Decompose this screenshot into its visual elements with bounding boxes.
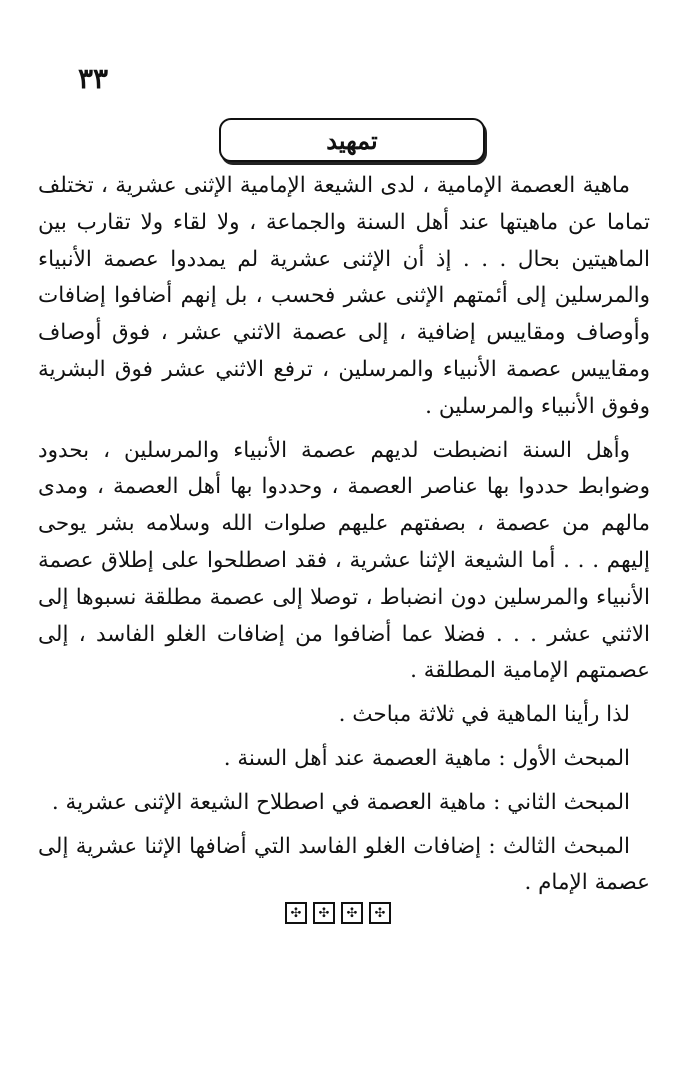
section-item-3: المبحث الثالث : إضافات الغلو الفاسد التي أضافها الإثنا عشرية إلى عصمة الإمام .: [38, 833, 650, 896]
section-title: تمهيد: [219, 118, 485, 162]
ornament-icon: ✣: [285, 902, 307, 924]
ornament-icon: ✣: [313, 902, 335, 924]
paragraph-sunna: وأهل السنة انضبطت لديهم عصمة الأنبياء والمرسلين ، بحدود وضوابط حددوا بها عناصر العصمة ، وحددوا بها أهل العصمة ، ومدى مالهم من عصمة ، بصفتهم عليهم صلوات الله وسلامه بشر يوحى إليهم . . . أما الشيعة الإثنا عشرية ، فقد اصطلحوا على إطلاق عصمة الأنبياء والمرسلين دون انضباط ، توصلا إلى عصمة مطلقة نسبوها إلى الاثني عشر . . . فضلا عما أضافوا من إضافات الغلو الفاسد ، إلى عصمتهم الإمامية المطلقة .: [38, 437, 650, 684]
ornament-icon: ✣: [341, 902, 363, 924]
section-item-2: المبحث الثاني : ماهية العصمة في اصطلاح الشيعة الإثنى عشرية .: [51, 789, 630, 815]
body-text: [38, 168, 650, 902]
paragraph-sections-intro: لذا رأينا الماهية في ثلاثة مباحث .: [338, 702, 630, 728]
paragraph-intro: ماهية العصمة الإمامية ، لدى الشيعة الإمامية الإثنى عشرية ، تختلف تماما عن ماهيتها عند أهل السنة والجماعة ، ولا لقاء ولا تقارب بين الماهيتين بحال . . . إذ أن الإثنى عشرية لم يمددوا عصمة الأنبياء والمرسلين إلى أئمتهم الإثنى عشر فحسب ، بل إنهم أضافوا إضافات وأوصاف ومقاييس إضافية ، إلى عصمة الاثني عشر ، فوق أوصاف ومقاييس عصمة الأنبياء والمرسلين ، ترفع الاثني عشر فوق البشرية وفوق الأنبياء والمرسلين .: [38, 173, 650, 419]
ornament-icon: ✣: [369, 902, 391, 924]
section-item-1: المبحث الأول : ماهية العصمة عند أهل السنة .: [223, 745, 630, 771]
ornament-divider: [285, 902, 391, 924]
page-number: ٣٣: [78, 62, 109, 95]
